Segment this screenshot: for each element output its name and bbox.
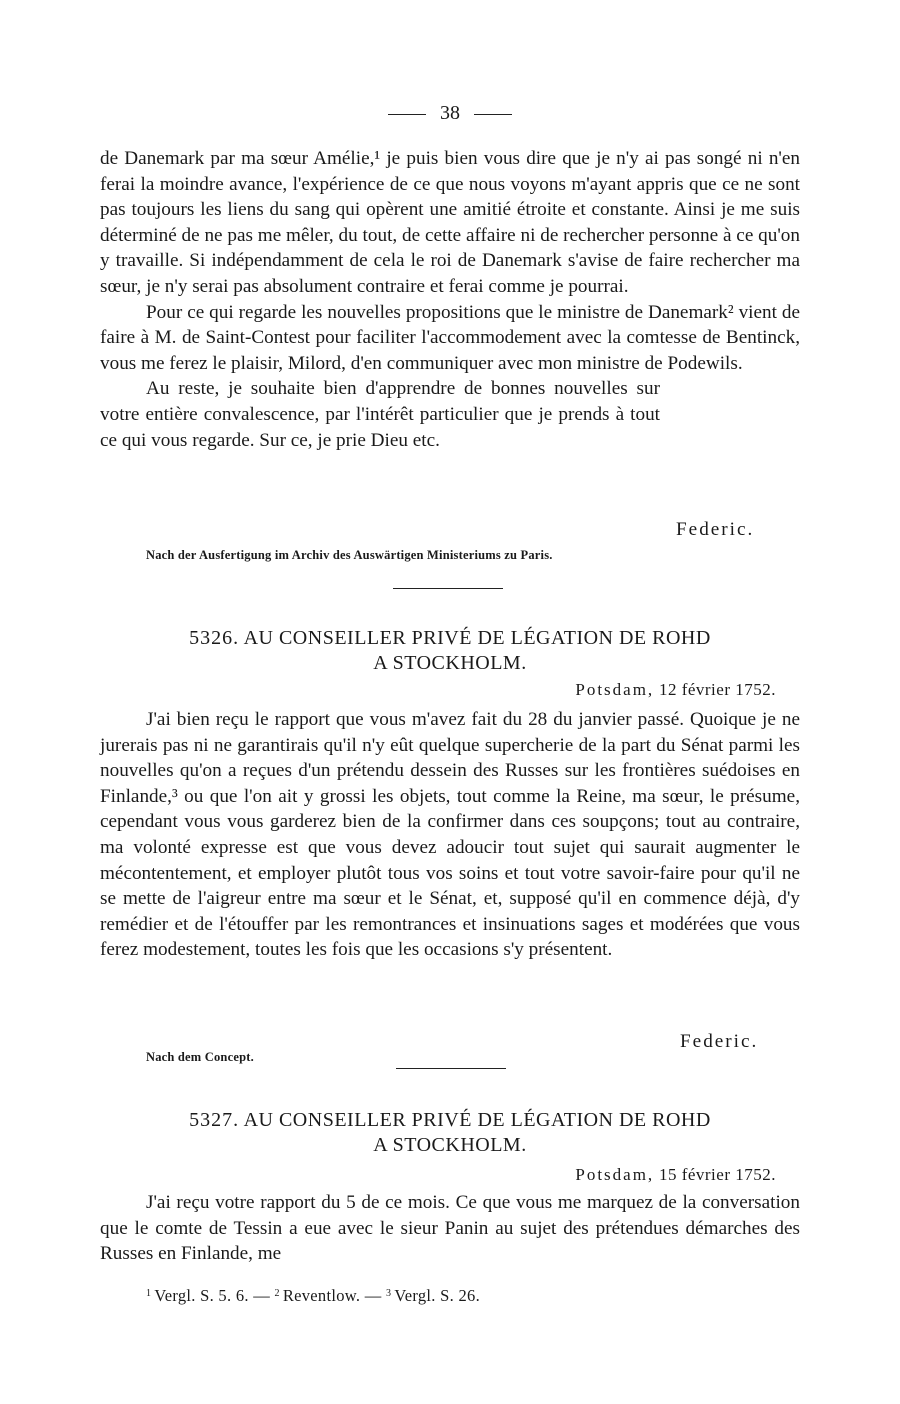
letter-heading-line2: A STOCKHOLM. [373,652,527,674]
letter-heading-line1 [100,1108,800,1133]
letter-body [100,1190,800,1267]
paragraph: Au reste, je souhaite bien d'apprendre de bonnes nouvelles sur votre entière convalescence, par l'intérêt particulier que je prends à tout ce qui vous regarde. Sur ce, je prie Dieu etc. [100,378,660,451]
letter-heading-line2: A STOCKHOLM. [373,1134,527,1156]
signature: Federic. [680,1031,759,1052]
footnote-mark: 3 [386,1288,392,1299]
footnote-text: Vergl. S. 26. [394,1286,481,1305]
letter-recipient: AU CONSEILLER PRIVÉ DE LÉGATION DE ROHD [243,627,711,649]
letter-heading [100,1108,800,1158]
section-divider [393,588,503,589]
dateline-date: 15 février 1752. [658,1165,776,1184]
dateline-place: Potsdam, [575,1165,655,1184]
signature: Federic. [676,519,755,540]
letter-recipient: AU CONSEILLER PRIVÉ DE LÉGATION DE ROHD [243,1109,711,1131]
footnotes [146,1286,480,1306]
footnote-text: Reventlow. [282,1286,361,1305]
letter-heading [100,626,800,676]
footnote [146,1286,249,1305]
dateline-date: 12 février 1752. [658,680,776,699]
footnote-separator: — [364,1286,382,1305]
dateline [575,680,776,700]
source-note: Nach der Ausfertigung im Archiv des Auswärtigen Ministeriums zu Paris. [146,548,553,562]
page-number [0,102,900,125]
letter-number: 5327. [189,1109,240,1131]
page-number-text: 38 [440,102,460,124]
page-number-dash-right [474,114,512,115]
dateline [575,1165,776,1185]
section-divider [396,1068,506,1069]
paragraph: J'ai reçu votre rapport du 5 de ce mois. Ce que vous me marquez de la conversation que le comte de Tessin a eue avec le sieur Panin au sujet des prétendues démarches des Russes en Finlande, me [100,1192,800,1265]
paragraph: de Danemark par ma sœur Amélie,¹ je puis bien vous dire que je n'y ai pas songé ni n'en ferai la moindre avance, l'expérience de ce que nous voyons m'ayant appris que ce ne sont pas toujours les liens du sang qui opèrent une amitié étroite et constante. Ainsi je me suis déterminé de ne pas me mêler, du tout, de cette affaire ni de rechercher personne à ce qu'on y travaille. Si indépendamment de cela le roi de Danemark s'avise de faire rechercher ma sœur, je n'y serai pas absolument contraire et ferai comme je pourrai. [100,148,800,297]
letter-body [100,707,800,963]
letter-heading-line1 [100,626,800,651]
letter-number: 5326. [189,627,240,649]
paragraph: J'ai bien reçu le rapport que vous m'avez fait du 28 du janvier passé. Quoique je ne jurerais pas ni ne garantirais qu'il n'y eût quelque supercherie de la part du Sénat parmi les nouvelles qu'on a reçues d'un prétendu dessein des Russes sur les frontières suédoises en Finlande,³ ou que l'on ait y grossi les objets, tout comme la Reine, ma sœur, le présume, cependant vous vous garderez bien de la confirmer dans ces soupçons; tout au contraire, ma volonté expresse est que vous devez adoucir tout sujet qui saurait augmenter le mécontentement, et employer plutôt tous vos soins et tout votre savoir-faire pour qu'il ne se mette de l'aigreur entre ma sœur et le Sénat, et, supposé qu'il en commence déjà, d'y remédier et de l'étouffer par les remontrances et insinuations sages et modérées que vous ferez modestement, toutes les fois que les occasions s'y présentent. [100,709,800,961]
footnote-mark: 1 [146,1288,152,1299]
continuation-text [100,146,800,453]
dateline-place: Potsdam, [575,680,655,699]
footnote-separator: — [253,1286,271,1305]
footnote [386,1286,480,1305]
source-note: Nach dem Concept. [146,1050,254,1064]
footnote-mark: 2 [274,1288,280,1299]
paragraph: Pour ce qui regarde les nouvelles propositions que le ministre de Danemark² vient de faire à M. de Saint-Contest pour faciliter l'accommodement avec la comtesse de Bentinck, vous me ferez le plaisir, Milord, d'en communiquer avec mon ministre de Podewils. [100,301,800,374]
page-number-dash-left [388,114,426,115]
footnote [275,1286,361,1305]
footnote-text: Vergl. S. 5. 6. [154,1286,249,1305]
